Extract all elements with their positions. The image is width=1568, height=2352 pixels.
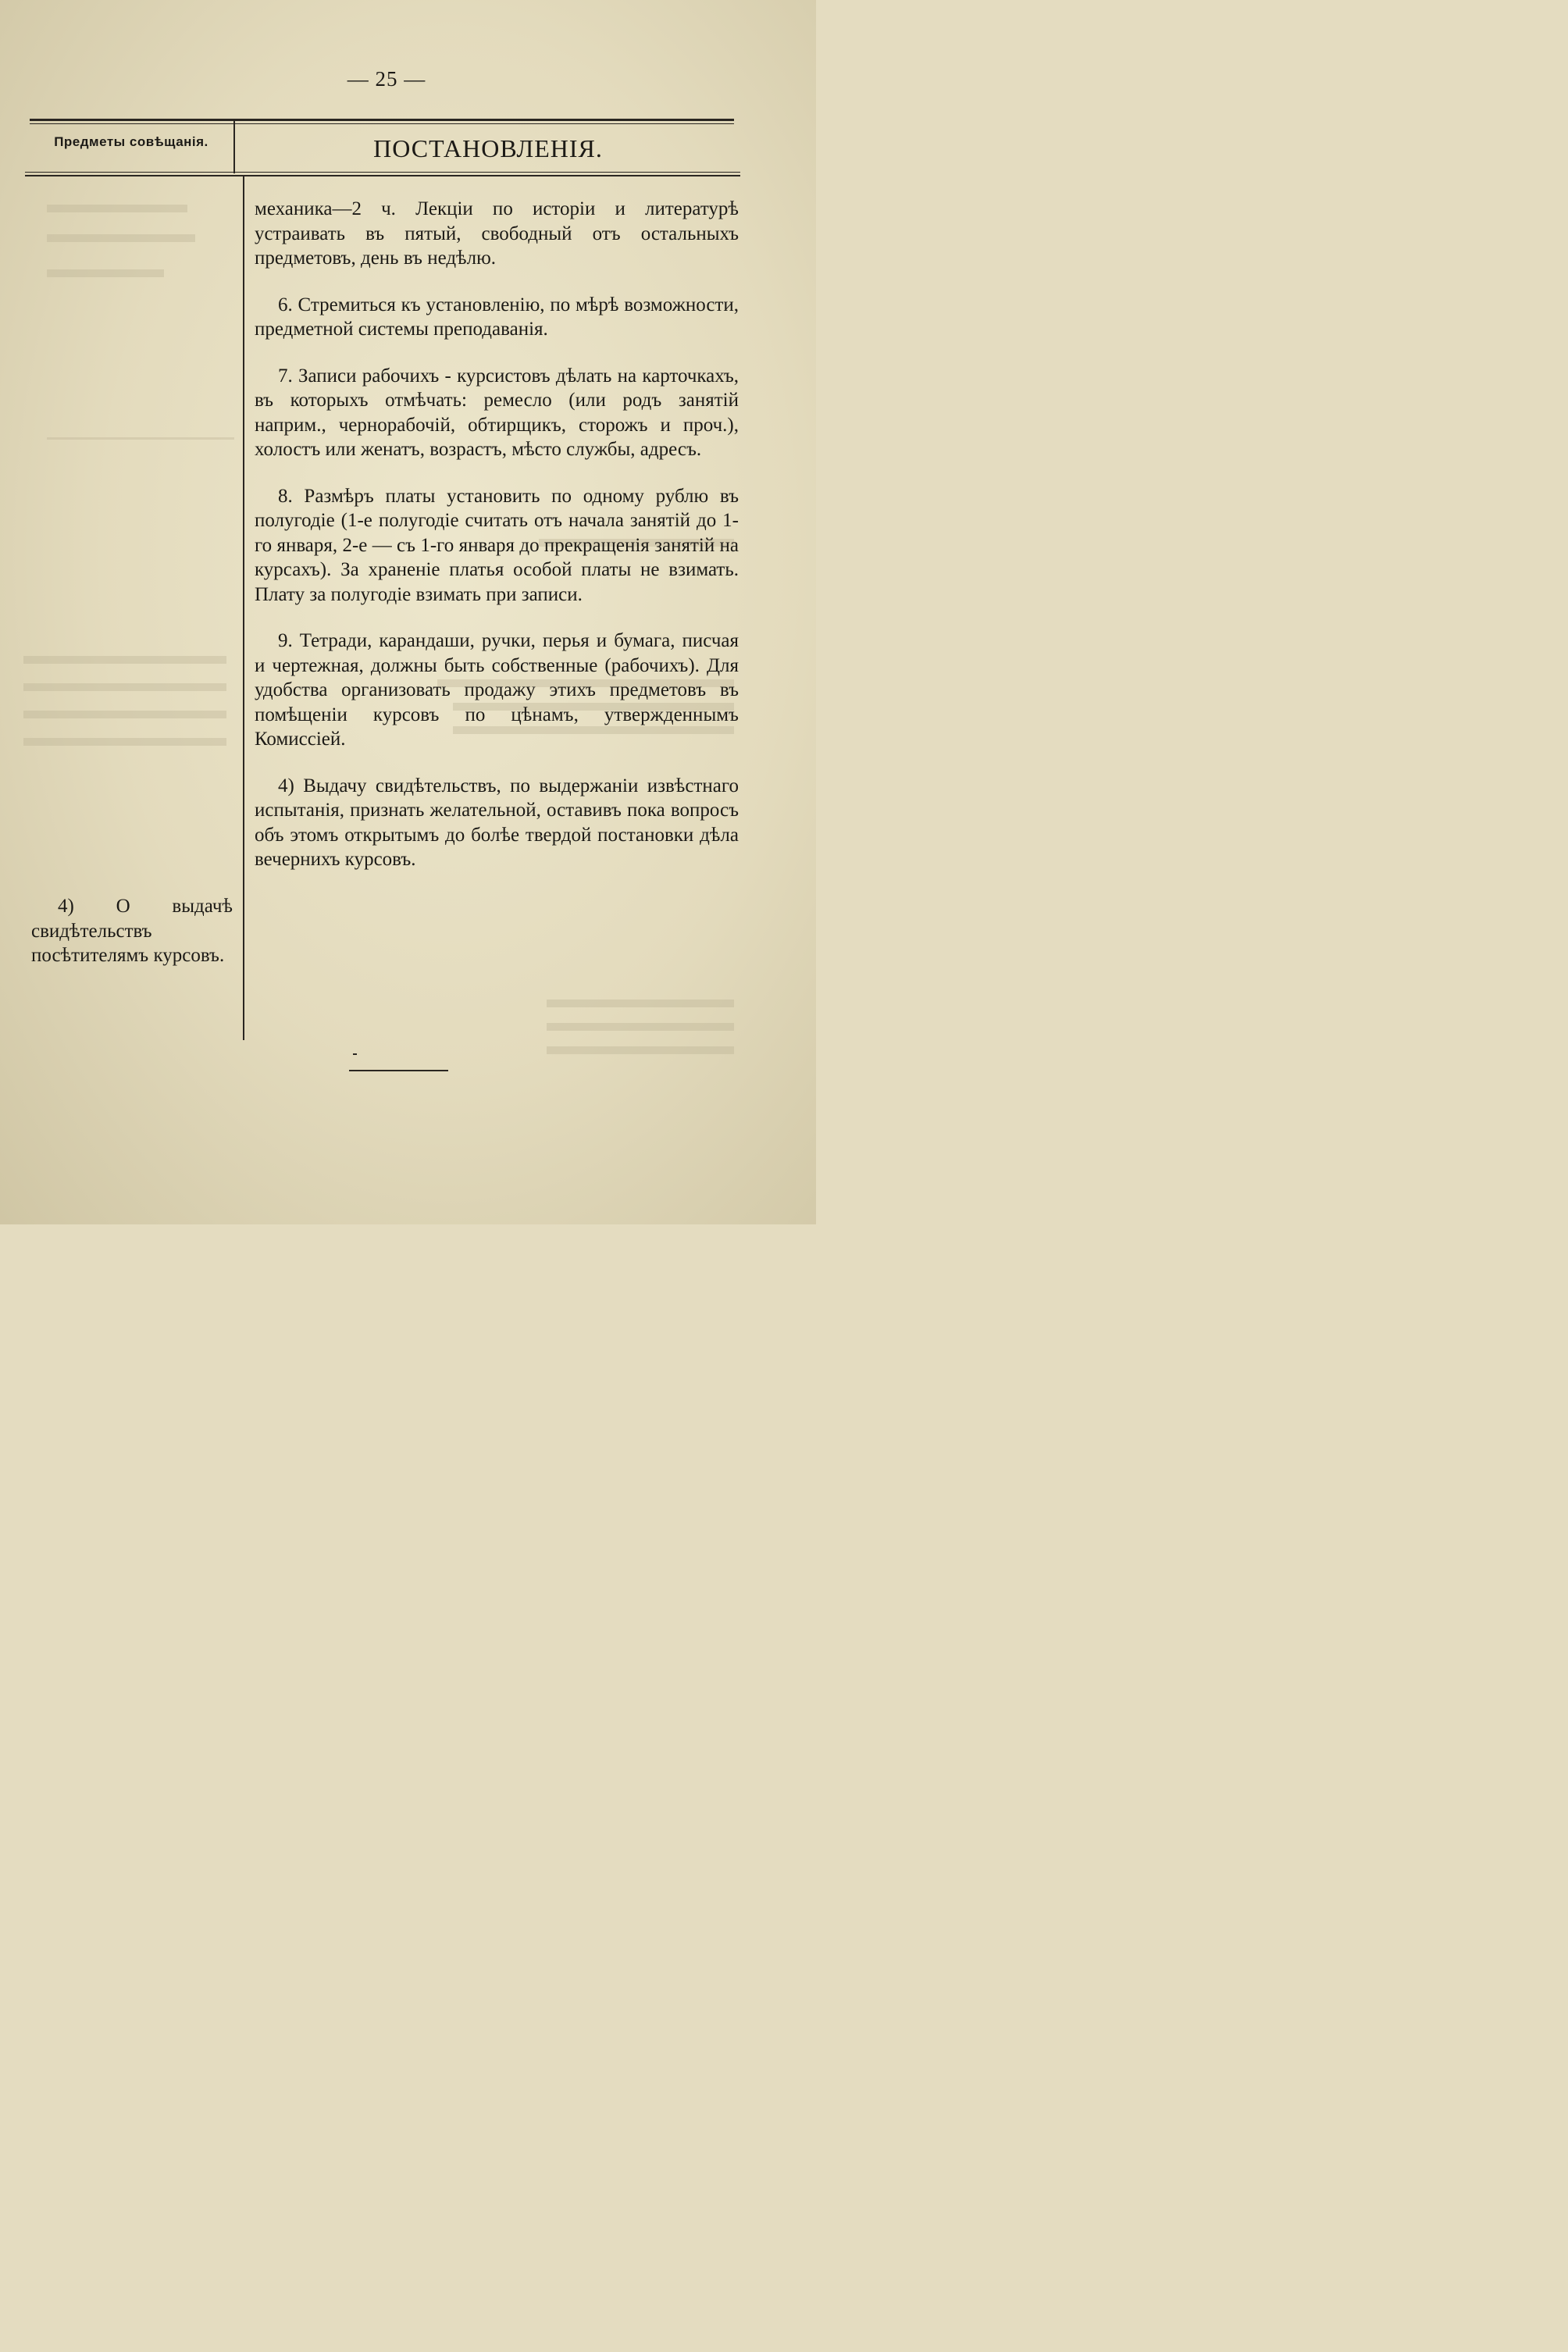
column-header-subjects: Предметы совѣщанія. <box>54 134 208 149</box>
header-bottom-rule-thin <box>25 172 740 173</box>
top-double-rule <box>30 119 734 121</box>
end-rule <box>349 1070 448 1071</box>
resolution-paragraph-continued: механика—2 ч. Лекціи по исторіи и литературѣ устраивать въ пятый, свободный отъ остальныхъ предметовъ, день въ недѣлю. <box>255 198 739 269</box>
header-bottom-rule <box>25 175 740 176</box>
subject-item-4: 4) О выдачѣ свидѣтельствъ посѣтителямъ курсовъ. <box>31 896 233 966</box>
resolution-paragraph-8: 8. Размѣръ платы установить по одному рублю въ полугодіе (1-е полугодіе считать отъ начала занятій до 1-го января, 2-е — съ 1-го января до прекращенія занятій на курсахъ). За храненіе платья особой платы не взимать. Плату за полугодіе взимать при записи. <box>255 485 739 605</box>
resolution-paragraph-6: 6. Стремиться къ установленію, по мѣрѣ возможности, предметной системы преподаванія. <box>255 294 739 340</box>
resolution-paragraph-9: 9. Тетради, карандаши, ручки, перья и бумага, писчая и чертежная, должны быть собственные (рабочихъ). Для удобства организовать продажу этихъ предметовъ въ помѣщеніи курсовъ по цѣнамъ, утвержденнымъ Комиссіей. <box>255 630 739 750</box>
end-mark-dot <box>353 1053 357 1055</box>
top-double-rule-thin <box>30 123 734 124</box>
header-column-divider <box>233 119 235 173</box>
column-header-resolutions: ПОСТАНОВЛЕНІЯ. <box>373 134 603 162</box>
resolution-paragraph-7: 7. Записи рабочихъ - курсистовъ дѣлать на карточкахъ, въ которыхъ отмѣчать: ремесло (или родъ занятій наприм., чернорабочій, обтирщикъ, сторожъ и проч.), холостъ или женатъ, возрастъ, мѣсто службы, адресъ. <box>255 365 739 460</box>
resolutions-column <box>255 197 739 894</box>
resolution-paragraph-4: 4) Выдачу свидѣтельствъ, по выдержаніи извѣстнаго испытанія, признать желательной, оставивъ пока вопросъ объ этомъ открытымъ до болѣе твердой постановки дѣла вечернихъ курсовъ. <box>255 775 739 870</box>
body-column-divider <box>243 176 244 1040</box>
page-number: — 25 — <box>347 67 426 91</box>
